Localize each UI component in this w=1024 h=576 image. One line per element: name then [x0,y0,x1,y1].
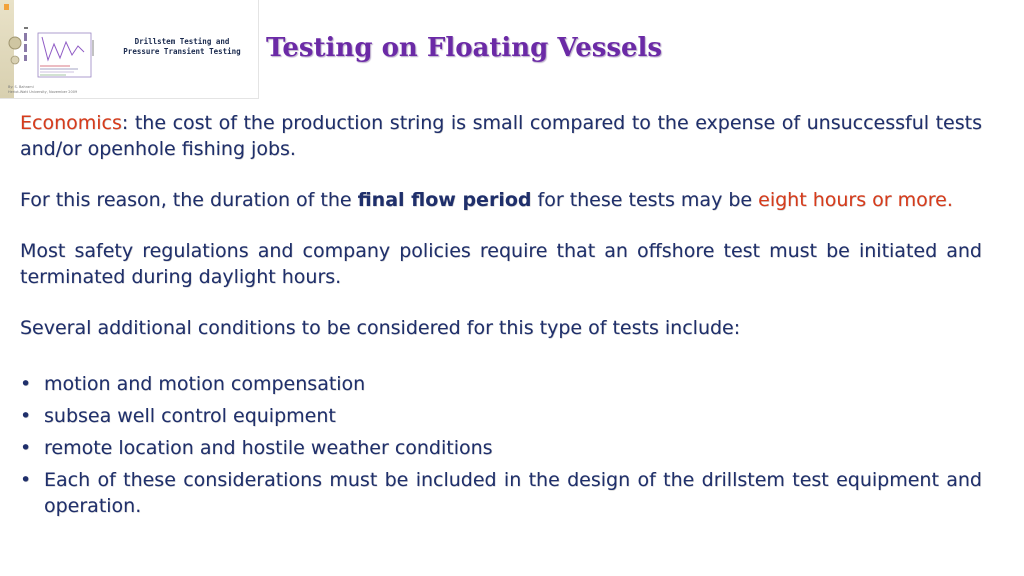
bullet-icon: • [20,469,32,491]
list-item-text: motion and motion compensation [44,373,366,395]
spacer [20,213,982,238]
paragraph-safety-regulations: Most safety regulations and company policies require that an offshore test must be initiated and terminated during daylight hours. [20,240,982,288]
economics-text: : the cost of the production string is small compared to the expense of unsuccessful tests and/or openhole fishing jobs. [20,112,982,160]
final-flow-period-emphasis: final flow period [357,189,532,211]
spacer [20,162,982,187]
paragraph-flow-period [20,187,982,213]
list-item [20,371,982,397]
bullet-icon: • [20,373,32,395]
list-item [20,467,982,519]
cover-thumbnail [0,0,259,99]
list-item-text: subsea well control equipment [44,405,336,427]
list-item [20,435,982,461]
eight-hours-highlight: eight hours or more. [758,189,953,211]
spacer [20,290,982,315]
thumbnail-illustration [0,0,110,98]
flow-period-text-middle: for these tests may be [531,189,759,211]
thumbnail-footer [8,85,77,95]
slide-body [20,110,982,525]
economics-highlight: Economics [20,112,122,134]
thumbnail-title [108,37,256,57]
list-item-text: remote location and hostile weather conditions [44,437,493,459]
paragraph-additional-conditions: Several additional conditions to be considered for this type of tests include: [20,317,741,339]
slide-title: Testing on Floating Vessels [266,33,663,63]
list-item [20,403,982,429]
paragraph-economics [20,110,982,162]
thumbnail-title-line2: Pressure Transient Testing [123,47,241,56]
thumbnail-footer-line2: Heriot-Watt University, November 2009 [8,90,78,94]
bullet-icon: • [20,405,32,427]
thumbnail-footer-line1: By: S. Bahrami [8,85,34,89]
spacer [20,341,982,371]
list-item-text: Each of these considerations must be included in the design of the drillstem test equipment and operation. [44,469,982,517]
flow-period-text-before: For this reason, the duration of the [20,189,358,211]
bullet-icon: • [20,437,32,459]
conditions-list [20,371,982,519]
thumbnail-title-line1: Drillstem Testing and [134,37,230,46]
